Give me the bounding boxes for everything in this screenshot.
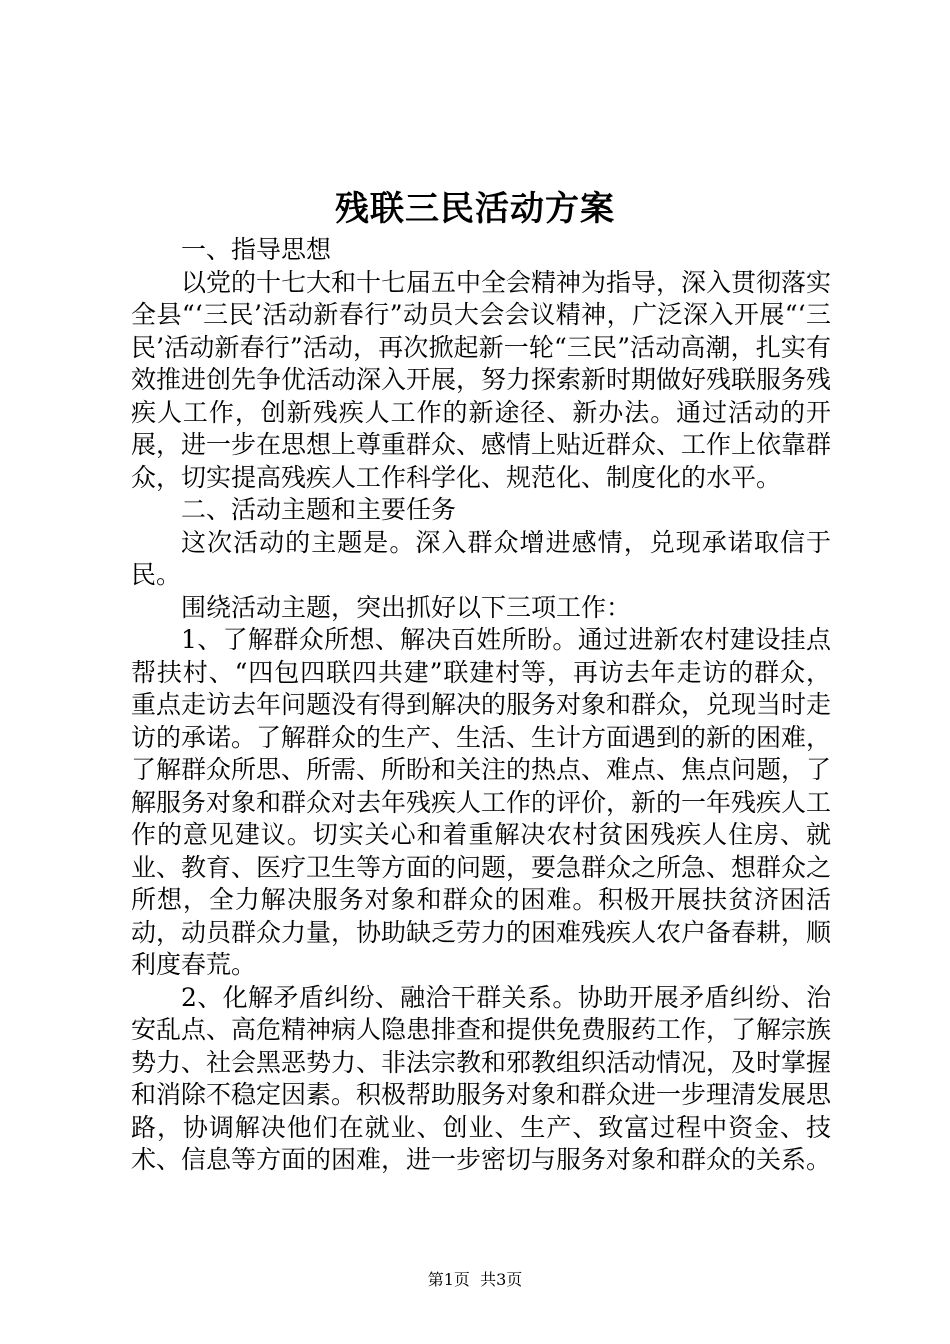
body-paragraph: 2、化解矛盾纠纷、融洽干群关系。协助开展矛盾纠纷、治安乱点、高危精神病人隐患排查和提供免费服药工作，了解宗族势力、社会黑恶势力、非法宗教和邪教组织活动情况，及时掌握和消除不稳定因素。积极帮助服务对象和群众进一步理清发展思路，协调解决他们在就业、创业、生产、致富过程中资金、技术、信息等方面的困难，进一步密切与服务对象和群众的关系。 xyxy=(131,982,832,1174)
document-title: 残联三民活动方案 xyxy=(335,189,615,229)
section-heading: 二、活动主题和主要任务 xyxy=(181,495,457,524)
body-paragraph: 1、了解群众所想、解决百姓所盼。通过进新农村建设挂点帮扶村、“四包四联四共建”联建村等，再访去年走访的群众，重点走访去年问题没有得到解决的服务对象和群众，兑现当时走访的承诺。了解群众的生产、生活、生计方面遇到的新的困难，了解群众所思、所需、所盼和关注的热点、难点、焦点问题，了解服务对象和群众对去年残疾人工作的评价，新的一年残疾人工作的意见建议。切实关心和着重解决农村贫困残疾人住房、就业、教育、医疗卫生等方面的问题，要急群众之所急、想群众之所想，全力解决服务对象和群众的困难。积极开展扶贫济困活动，动员群众力量，协助缺乏劳力的困难残疾人农户备春耕，顺利度春荒。 xyxy=(131,625,832,979)
body-paragraph: 以党的十七大和十七届五中全会精神为指导，深入贯彻落实全县“‘三民’活动新春行”动员大会会议精神，广泛深入开展“‘三民’活动新春行”活动，再次掀起新一轮“三民”活动高潮，扎实有效推进创先争优活动深入开展，努力探索新时期做好残联服务残疾人工作，创新残疾人工作的新途径、新办法。通过活动的开展，进一步在思想上尊重群众、感情上贴近群众、工作上依靠群众，切实提高残疾人工作科学化、规范化、制度化的水平。 xyxy=(131,267,832,492)
page-footer: 第1页 共3页 xyxy=(427,1270,523,1289)
section-heading: 一、指导思想 xyxy=(181,235,332,264)
body-paragraph: 围绕活动主题，突出抓好以下三项工作： xyxy=(181,592,632,622)
body-paragraph: 这次活动的主题是。深入群众增进感情，兑现承诺取信于民。 xyxy=(131,527,831,589)
document-body xyxy=(131,234,831,1177)
